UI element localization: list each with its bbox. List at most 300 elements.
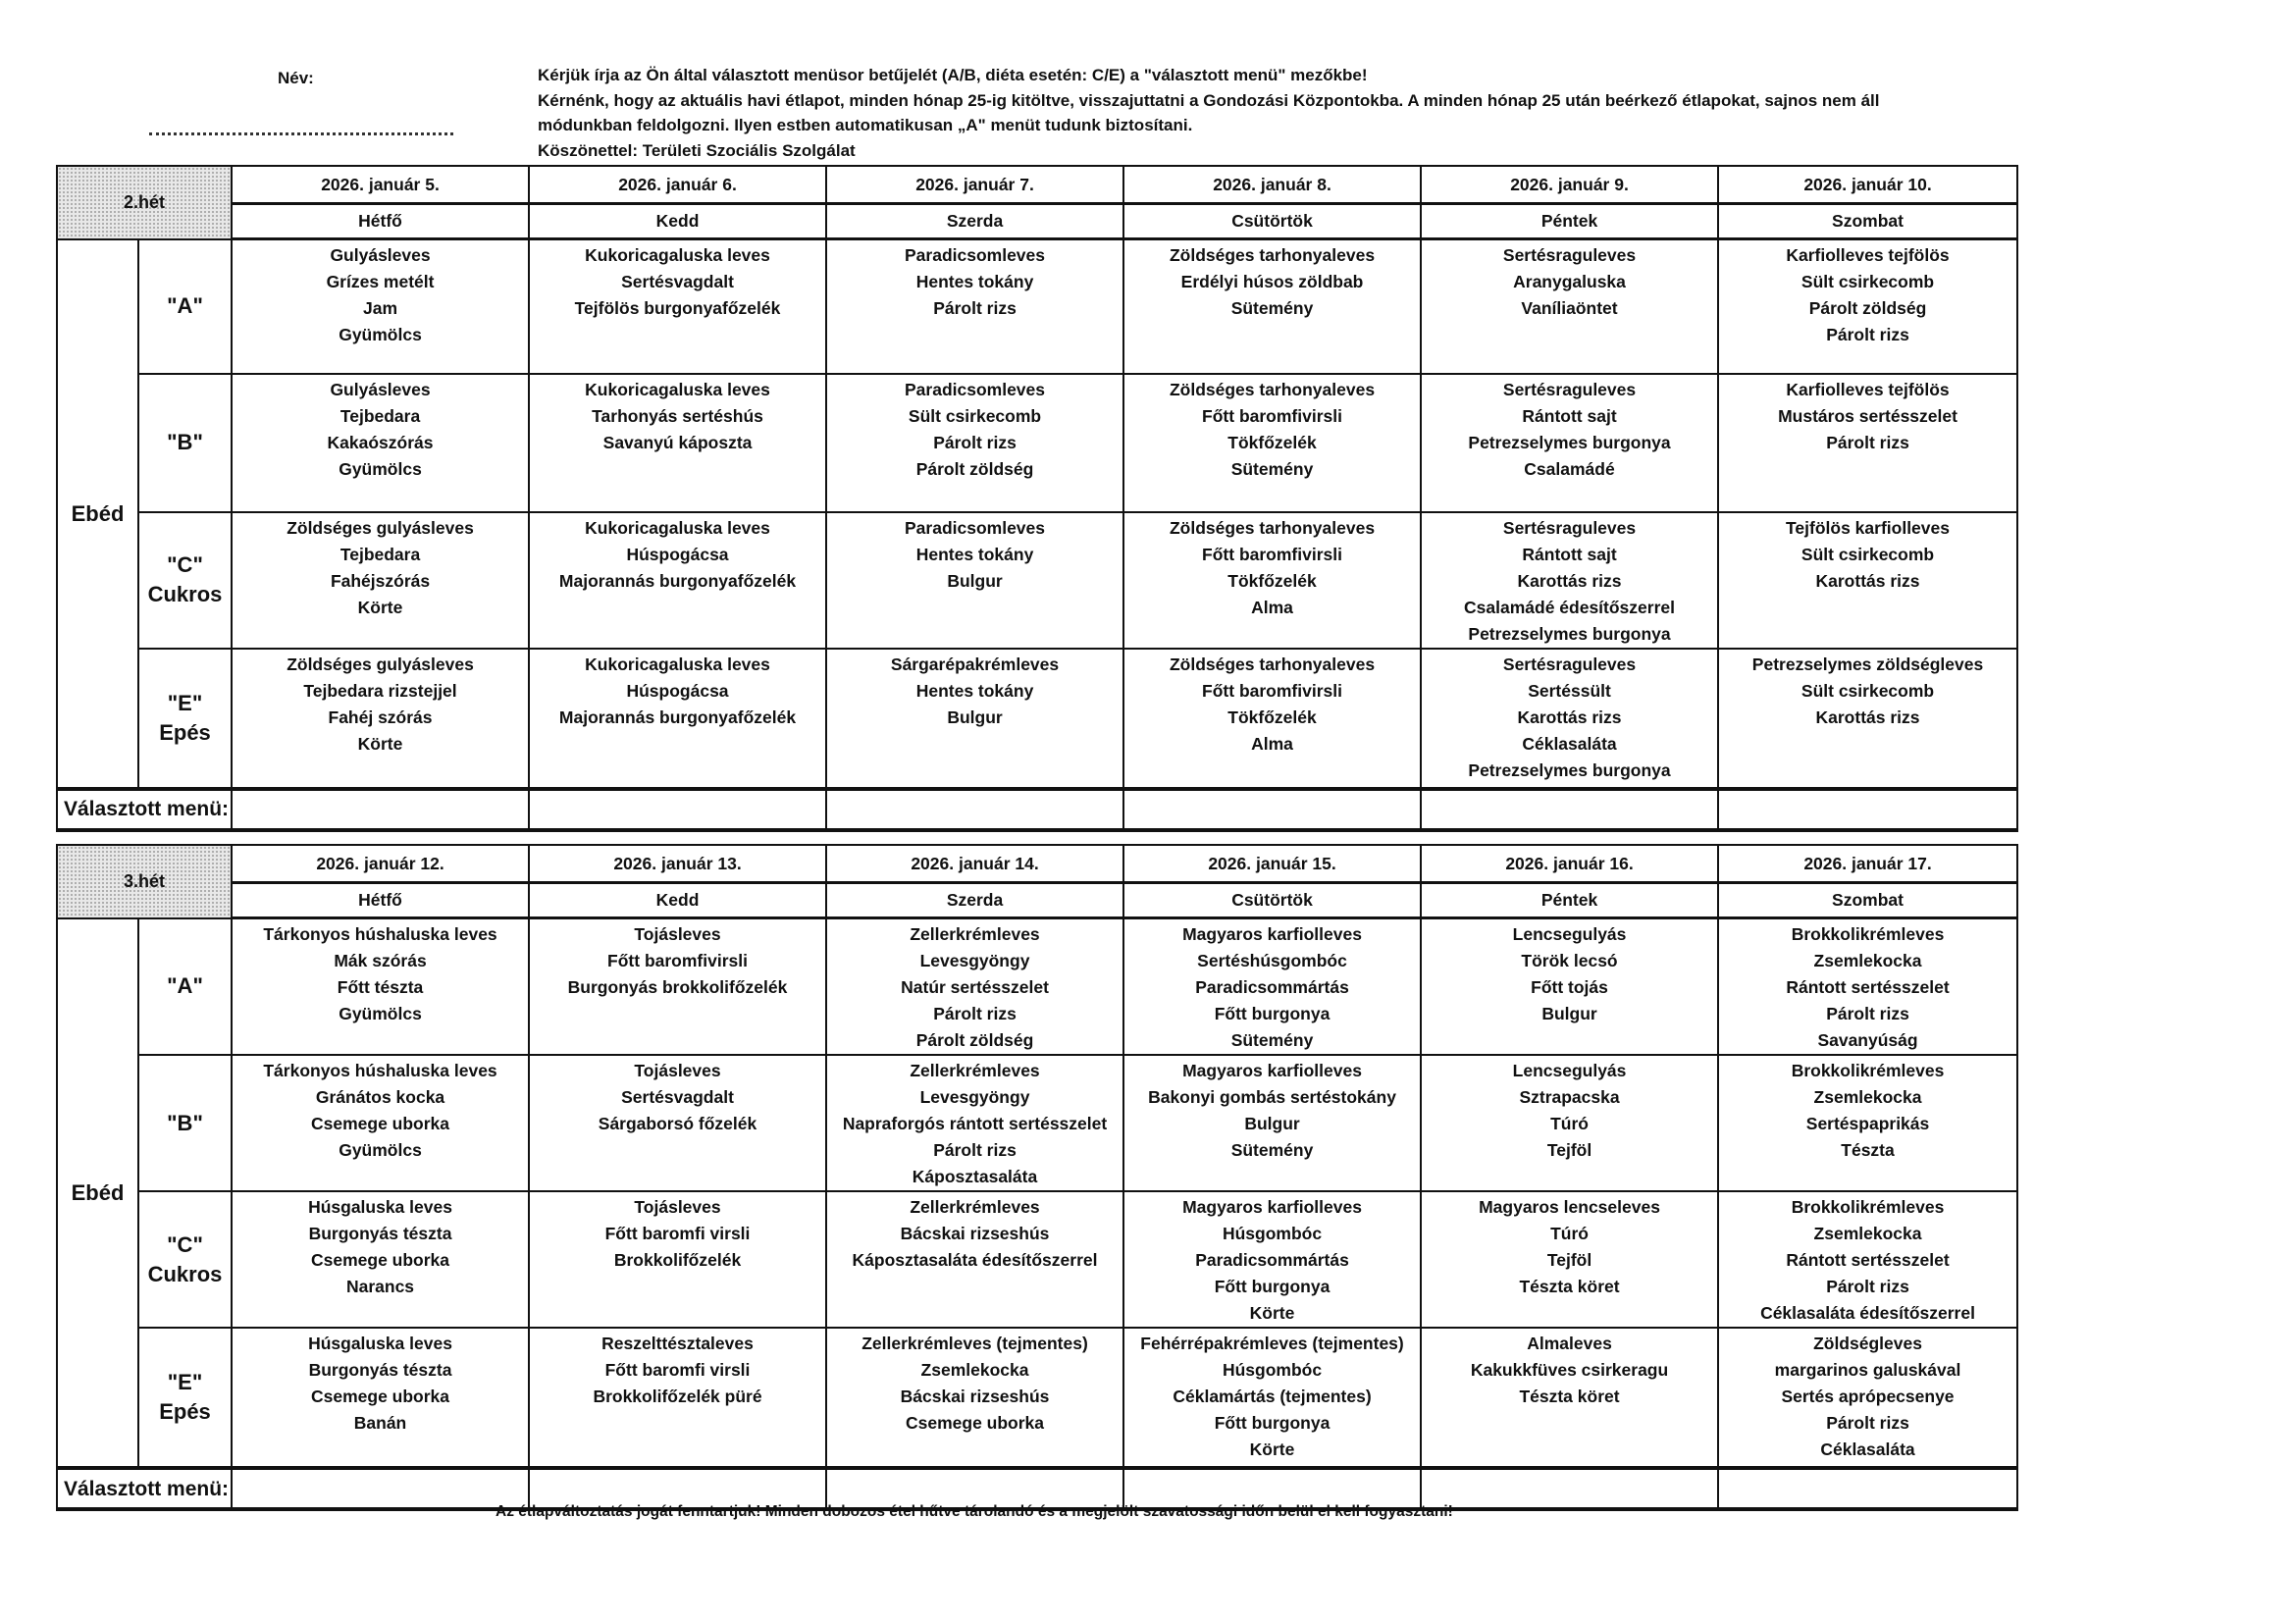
dish-item: Zöldséges tarhonyaleves [1169,245,1376,265]
dish-item: Bácskai rizseshús [900,1224,1050,1243]
dish-item: Lencsegulyás [1512,1061,1627,1080]
dish-item: Párolt rizs [1826,1413,1909,1433]
dish-item: Párolt zöldség [915,458,1034,479]
dish-item: Levesgyöngy [919,1087,1030,1107]
dish-item: Mustáros sertésszelet [1778,405,1957,426]
menu-cell [1123,1191,1421,1328]
dish-item: Zöldséges tarhonyaleves [1169,517,1376,538]
date-header: 2026. január 13. [529,845,826,883]
menu-cell [1123,1055,1421,1191]
menu-letter [138,1055,232,1191]
menu-cell [1421,239,1718,374]
dish-item: Zöldséges gulyásleves [287,654,474,674]
menu-letter [138,649,232,789]
menu-cell [232,239,529,374]
menu-cell [232,512,529,649]
dish-item: Brokkolikrémleves [1791,924,1945,944]
dish-item: Sült csirkecomb [1800,272,1935,291]
dish-item: Párolt zöldség [915,1030,1034,1050]
day-row [57,883,2017,918]
menu-cell [232,1328,529,1468]
dish-item: Grízes metélt [326,272,435,291]
menu-cell [1123,1328,1421,1468]
name-input-line[interactable] [149,132,453,135]
dish-item: Hentes tokány [915,680,1034,701]
dish-item: Sertéssült [1528,680,1611,701]
dish-item: Paradicsomleves [905,245,1046,265]
day-header: Hétfő [232,204,529,239]
dish-item: Natúr sertésszelet [901,977,1049,997]
chosen-menu-label: Választott menü: [57,789,232,830]
dish-item: Túró [1550,1114,1589,1133]
menu-cell [826,1328,1123,1468]
menu-row-e [57,649,2017,789]
dish-item: Karfiolleves tejfölös [1786,245,1950,265]
dish-item: Párolt rizs [933,298,1017,318]
footer-notice: Az étlapváltoztatás jogát fenntartjuk! Minden dobozos étel hűtve tárolandó és a megjelölt szavatossági időn belül el kell fogyasztani! [496,1503,1453,1520]
instruction-line: módunkban feldolgozni. Ilyen estben automatikusan „A" menüt tudunk biztosítani. [538,116,1193,134]
menu-cell [826,512,1123,649]
dish-item: Hentes tokány [915,272,1034,291]
dish-item: Sütemény [1230,298,1314,318]
day-header: Szombat [1718,204,2017,239]
dish-item: Túró [1550,1224,1589,1243]
week-label: 3.hét [57,845,232,918]
dish-item: Sült csirkecomb [1800,680,1935,701]
dish-item: Majorannás burgonyafőzelék [558,570,797,591]
menu-letter-code: "B" [167,1110,203,1135]
dish-item: Kukoricagaluska leves [585,517,770,538]
dish-item: Tejbedara rizstejjel [303,680,457,701]
menu-cell [826,374,1123,512]
dish-item: Zellerkrémleves [910,1061,1040,1080]
menu-letter-code: "E" [167,1370,203,1394]
date-header: 2026. január 5. [232,166,529,204]
dish-item: Zsemlekocka [1813,951,1922,970]
dish-item: Karottás rizs [1517,570,1622,591]
menu-cell [529,1191,826,1328]
menu-cell [232,649,529,789]
dish-item: Csemege uborka [906,1413,1045,1433]
menu-cell [1123,239,1421,374]
menu-cell [826,239,1123,374]
dish-item: Rántott sajt [1522,405,1617,426]
dish-item: Főtt baromfivirsli [1202,544,1342,564]
dish-item: Főtt tojás [1531,977,1608,997]
dish-item: Főtt baromfi virsli [604,1360,751,1380]
menu-cell [232,1191,529,1328]
dish-item: margarinos galuskával [1774,1360,1961,1380]
dish-item: Zöldségleves [1813,1334,1922,1353]
chosen-menu-field[interactable] [529,789,826,830]
date-header: 2026. január 16. [1421,845,1718,883]
dish-item: Sült csirkecomb [1800,544,1935,564]
dish-item: Kakaószórás [327,432,434,452]
menu-letter [138,918,232,1056]
dish-item: Tejföl [1546,1140,1592,1160]
menu-letter [138,512,232,649]
day-header: Szombat [1718,883,2017,918]
dish-item: Bulgur [947,570,1003,591]
menu-cell [826,649,1123,789]
dish-item: Petrezselymes zöldségleves [1751,654,1984,674]
date-header: 2026. január 14. [826,845,1123,883]
dish-item: Fahéjszórás [330,570,431,591]
dish-item: Főtt baromfivirsli [607,951,748,970]
dish-item: Gyümölcs [339,458,422,479]
date-header: 2026. január 8. [1123,166,1421,204]
dish-item: Húsgaluska leves [308,1197,452,1217]
dish-item: Paradicsommártás [1195,1250,1349,1270]
dish-item: Brokkolikrémleves [1791,1061,1945,1080]
dish-item: Hentes tokány [915,544,1034,564]
dish-item: Sárgaborsó főzelék [598,1114,757,1133]
dish-item: Főtt baromfi virsli [604,1224,751,1243]
dish-item: Gyümölcs [339,325,422,344]
menu-letter-code: "E" [167,690,203,715]
dish-item: Paradicsomleves [905,517,1046,538]
dish-item: Rántott sertésszelet [1786,977,1950,997]
dish-item: Sárgarépakrémleves [890,654,1060,674]
day-header: Szerda [826,204,1123,239]
dish-item: Csemege uborka [311,1387,450,1406]
dish-item: Tészta [1841,1140,1895,1160]
dish-item: Bulgur [1244,1114,1300,1133]
signature-line: Köszönettel: Területi Szociális Szolgálat [538,140,856,160]
week-table-3 [56,844,2018,1511]
dish-item: Húsgombóc [1222,1224,1323,1243]
menu-cell [1718,374,2017,512]
menu-letter-code: "B" [167,430,203,454]
dish-item: Tökfőzelék [1227,432,1317,452]
dish-item: Kukoricagaluska leves [585,654,770,674]
dish-item: Főtt burgonya [1214,1413,1331,1433]
day-header: Hétfő [232,883,529,918]
dish-item: Sertésvagdalt [621,1087,734,1107]
dish-item: Gulyásleves [330,379,431,399]
date-header: 2026. január 10. [1718,166,2017,204]
menu-letter-code: "C" [167,1231,203,1257]
menu-cell [529,1328,826,1468]
dish-item: Körte [357,597,403,617]
dish-item: Burgonyás tészta [308,1360,452,1380]
menu-cell [1421,1328,1718,1468]
dish-item: Zöldséges tarhonyaleves [1169,654,1376,674]
date-header: 2026. január 17. [1718,845,2017,883]
menu-cell [529,239,826,374]
dish-item: Zöldséges gulyásleves [287,517,474,538]
dish-item: Bácskai rizseshús [900,1387,1050,1406]
dish-item: Aranygaluska [1513,272,1626,291]
dish-item: Paradicsommártás [1195,977,1349,997]
dish-item: Fehérrépakrémleves (tejmentes) [1140,1334,1404,1353]
day-header: Kedd [529,204,826,239]
chosen-menu-row [57,789,2017,830]
dish-item: Zellerkrémleves [910,924,1040,944]
chosen-menu-field[interactable] [1718,1468,2017,1509]
dish-item: Gulyásleves [330,245,431,265]
dish-item: Magyaros lencseleves [1479,1197,1660,1217]
dish-item: Almaleves [1527,1334,1612,1353]
dish-item: Banán [353,1413,407,1433]
dish-item: Erdélyi húsos zöldbab [1180,272,1364,291]
dish-item: Burgonyás tészta [308,1224,452,1243]
day-header: Csütörtök [1123,883,1421,918]
dish-item: Főtt baromfivirsli [1202,405,1342,426]
dish-item: Sertéspaprikás [1805,1114,1930,1133]
dish-item: Fahéj szórás [328,707,433,727]
menu-cell [826,1191,1123,1328]
chosen-menu-field[interactable] [1718,789,2017,830]
dish-item: Alma [1251,733,1293,754]
chosen-menu-label: Választott menü: [57,1468,232,1509]
menu-cell [1718,512,2017,649]
dish-item: Savanyúság [1817,1030,1918,1050]
dish-item: Sütemény [1230,1140,1314,1160]
dish-item: Tojásleves [634,924,721,944]
dish-item: Sült csirkecomb [908,405,1042,426]
dish-item: Húsgombóc [1222,1360,1323,1380]
dish-item: Párolt rizs [1826,1004,1909,1023]
dish-item: Tárkonyos húshaluska leves [263,1061,497,1080]
meal-label: Ebéd [57,239,138,789]
chosen-menu-field[interactable] [826,789,1123,830]
dish-item: Mák szórás [334,951,427,970]
menu-cell [1421,918,1718,1056]
menu-cell [232,1055,529,1191]
menu-letter [138,239,232,374]
menu-cell [232,374,529,512]
day-row [57,204,2017,239]
instructions [538,63,1990,163]
dish-item: Gyümölcs [339,1004,422,1023]
dish-item: Párolt rizs [933,1004,1017,1023]
dish-item: Brokkolifőzelék püré [593,1387,762,1406]
dish-item: Húsgaluska leves [308,1334,452,1353]
dish-item: Bulgur [1541,1004,1597,1023]
dish-item: Zsemlekocka [920,1360,1029,1380]
menu-row-e [57,1328,2017,1468]
dish-item: Tészta köret [1519,1277,1620,1296]
dish-item: Sztrapacska [1519,1087,1620,1107]
dish-item: Csalamádé édesítőszerrel [1464,597,1675,617]
dish-item: Magyaros karfiolleves [1182,924,1362,944]
dish-item: Levesgyöngy [919,951,1030,970]
dish-item: Sütemény [1230,1030,1314,1050]
dish-item: Főtt burgonya [1214,1004,1331,1023]
menu-row-c [57,1191,2017,1328]
menu-cell [1718,1328,2017,1468]
date-header: 2026. január 6. [529,166,826,204]
dish-item: Zöldséges tarhonyaleves [1169,379,1376,399]
dish-item: Körte [1249,1303,1295,1323]
menu-letter-code: "A" [167,973,203,999]
dish-item: Magyaros karfiolleves [1182,1061,1362,1080]
chosen-menu-field[interactable] [232,1468,529,1509]
dish-item: Sertésraguleves [1502,245,1637,265]
dish-item: Csemege uborka [311,1114,450,1133]
dish-item: Majorannás burgonyafőzelék [558,707,797,727]
dish-item: Körte [357,733,403,754]
dish-item: Párolt rizs [1826,1277,1909,1296]
menu-row-c [57,512,2017,649]
menu-cell [1718,649,2017,789]
chosen-menu-field[interactable] [232,789,529,830]
dish-item: Csalamádé [1524,458,1615,479]
dish-item: Párolt rizs [933,1140,1017,1160]
menu-cell [529,512,826,649]
dish-item: Tejfölös karfiolleves [1786,517,1950,538]
menu-cell [1123,649,1421,789]
dish-item: Narancs [345,1277,415,1296]
menu-cell [1718,239,2017,374]
menu-cell [1123,512,1421,649]
menu-row-a [57,918,2017,1056]
menu-cell [1421,512,1718,649]
menu-diet-type: Epés [159,719,211,745]
dish-item: Főtt baromfivirsli [1202,680,1342,701]
menu-diet-type: Epés [159,1399,211,1424]
day-header: Csütörtök [1123,204,1421,239]
instruction-line: Kérjük írja az Ön által választott menüsor betűjelét (A/B, diéta esetén: C/E) a "választott menü" mezőkbe! [538,66,1368,84]
meal-label: Ebéd [57,918,138,1469]
dish-item: Tökfőzelék [1227,707,1317,727]
menu-row-b [57,374,2017,512]
date-header: 2026. január 7. [826,166,1123,204]
dish-item: Karottás rizs [1517,707,1622,727]
dish-item: Török lecsó [1521,951,1618,970]
menu-row-b [57,1055,2017,1191]
dish-item: Sertésvagdalt [621,272,734,291]
dish-item: Rántott sajt [1522,544,1617,564]
chosen-menu-field[interactable] [1421,789,1718,830]
dish-item: Paradicsomleves [905,379,1046,399]
menu-row-a [57,239,2017,374]
dish-item: Alma [1251,597,1293,617]
menu-cell [1123,918,1421,1056]
dish-item: Bakonyi gombás sertéstokány [1148,1087,1396,1107]
date-header: 2026. január 15. [1123,845,1421,883]
dish-item: Magyaros karfiolleves [1182,1197,1362,1217]
menu-cell [529,649,826,789]
date-header: 2026. január 9. [1421,166,1718,204]
chosen-menu-field[interactable] [1421,1468,1718,1509]
dish-item: Brokkolifőzelék [613,1250,742,1270]
dish-item: Lencsegulyás [1512,924,1627,944]
day-header: Péntek [1421,204,1718,239]
date-header: 2026. január 12. [232,845,529,883]
dish-item: Tarhonyás sertéshús [592,405,763,426]
dish-item: Karottás rizs [1815,707,1920,727]
dish-item: Sertésraguleves [1502,654,1637,674]
menu-cell [232,918,529,1056]
dish-item: Sertéshúsgombóc [1197,951,1347,970]
menu-cell [529,1055,826,1191]
dish-item: Tárkonyos húshaluska leves [263,924,497,944]
name-label: Név: [278,69,314,87]
dish-item: Reszelttésztaleves [601,1334,754,1353]
menu-diet-type: Cukros [147,582,223,606]
instruction-line: Kérnénk, hogy az aktuális havi étlapot, minden hónap 25-ig kitöltve, visszajuttatni a Gondozási Központokba. A minden hónap 25 után beérkező étlapokat, sajnos nem áll [538,90,1880,110]
dish-item: Petrezselymes burgonya [1468,759,1671,780]
week-label: 2.hét [57,166,232,239]
menu-cell [1421,1055,1718,1191]
dish-item: Zellerkrémleves [910,1197,1040,1217]
dish-item: Zsemlekocka [1813,1087,1922,1107]
menu-cell [1421,649,1718,789]
date-row [57,166,2017,204]
day-header: Péntek [1421,883,1718,918]
dish-item: Főtt burgonya [1214,1277,1331,1296]
dish-item: Tejbedara [339,544,421,564]
date-row [57,845,2017,883]
dish-item: Tojásleves [634,1061,721,1080]
dish-item: Karottás rizs [1815,570,1920,591]
menu-letter-code: "A" [167,293,203,318]
menu-cell [826,918,1123,1056]
dish-item: Céklasaláta [1522,733,1617,754]
dish-item: Rántott sertésszelet [1786,1250,1950,1270]
dish-item: Sertés aprópecsenye [1781,1387,1955,1406]
dish-item: Tojásleves [634,1197,721,1217]
menu-letter [138,374,232,512]
dish-item: Petrezselymes burgonya [1468,623,1671,644]
dish-item: Brokkolikrémleves [1791,1197,1945,1217]
dish-item: Bulgur [947,707,1003,727]
dish-item: Húspogácsa [626,544,729,564]
chosen-menu-field[interactable] [1123,789,1421,830]
menu-cell [826,1055,1123,1191]
dish-item: Párolt rizs [933,432,1017,452]
dish-item: Kakukkfüves csirkeragu [1470,1360,1669,1380]
dish-item: Főtt tészta [337,977,424,997]
dish-item: Körte [1249,1440,1295,1459]
menu-cell [1421,374,1718,512]
dish-item: Karfiolleves tejfölös [1786,379,1950,399]
day-header: Szerda [826,883,1123,918]
dish-item: Gránátos kocka [315,1087,445,1107]
dish-item: Gyümölcs [339,1140,422,1160]
dish-item: Tészta köret [1519,1387,1620,1406]
dish-item: Párolt rizs [1826,325,1909,344]
dish-item: Sütemény [1230,458,1314,479]
menu-cell [1718,1191,2017,1328]
dish-item: Kukoricagaluska leves [585,379,770,399]
dish-item: Petrezselymes burgonya [1468,432,1671,452]
week-table-2 [56,165,2018,832]
dish-item: Párolt rizs [1826,432,1909,452]
day-header: Kedd [529,883,826,918]
dish-item: Tejföl [1546,1250,1592,1270]
dish-item: Zellerkrémleves (tejmentes) [861,1334,1088,1353]
dish-item: Tökfőzelék [1227,570,1317,591]
dish-item: Húspogácsa [626,680,729,701]
menu-cell [1718,918,2017,1056]
dish-item: Céklamártás (tejmentes) [1173,1387,1372,1406]
dish-item: Párolt zöldség [1808,298,1927,318]
dish-item: Napraforgós rántott sertésszelet [842,1114,1108,1133]
menu-cell [1123,374,1421,512]
dish-item: Káposztasaláta édesítőszerrel [852,1250,1098,1270]
dish-item: Burgonyás brokkolifőzelék [567,977,788,997]
menu-cell [1421,1191,1718,1328]
dish-item: Csemege uborka [311,1250,450,1270]
menu-letter-code: "C" [167,552,203,577]
dish-item: Céklasaláta édesítőszerrel [1760,1303,1975,1323]
menu-cell [529,918,826,1056]
menu-cell [529,374,826,512]
dish-item: Sertésraguleves [1502,517,1637,538]
